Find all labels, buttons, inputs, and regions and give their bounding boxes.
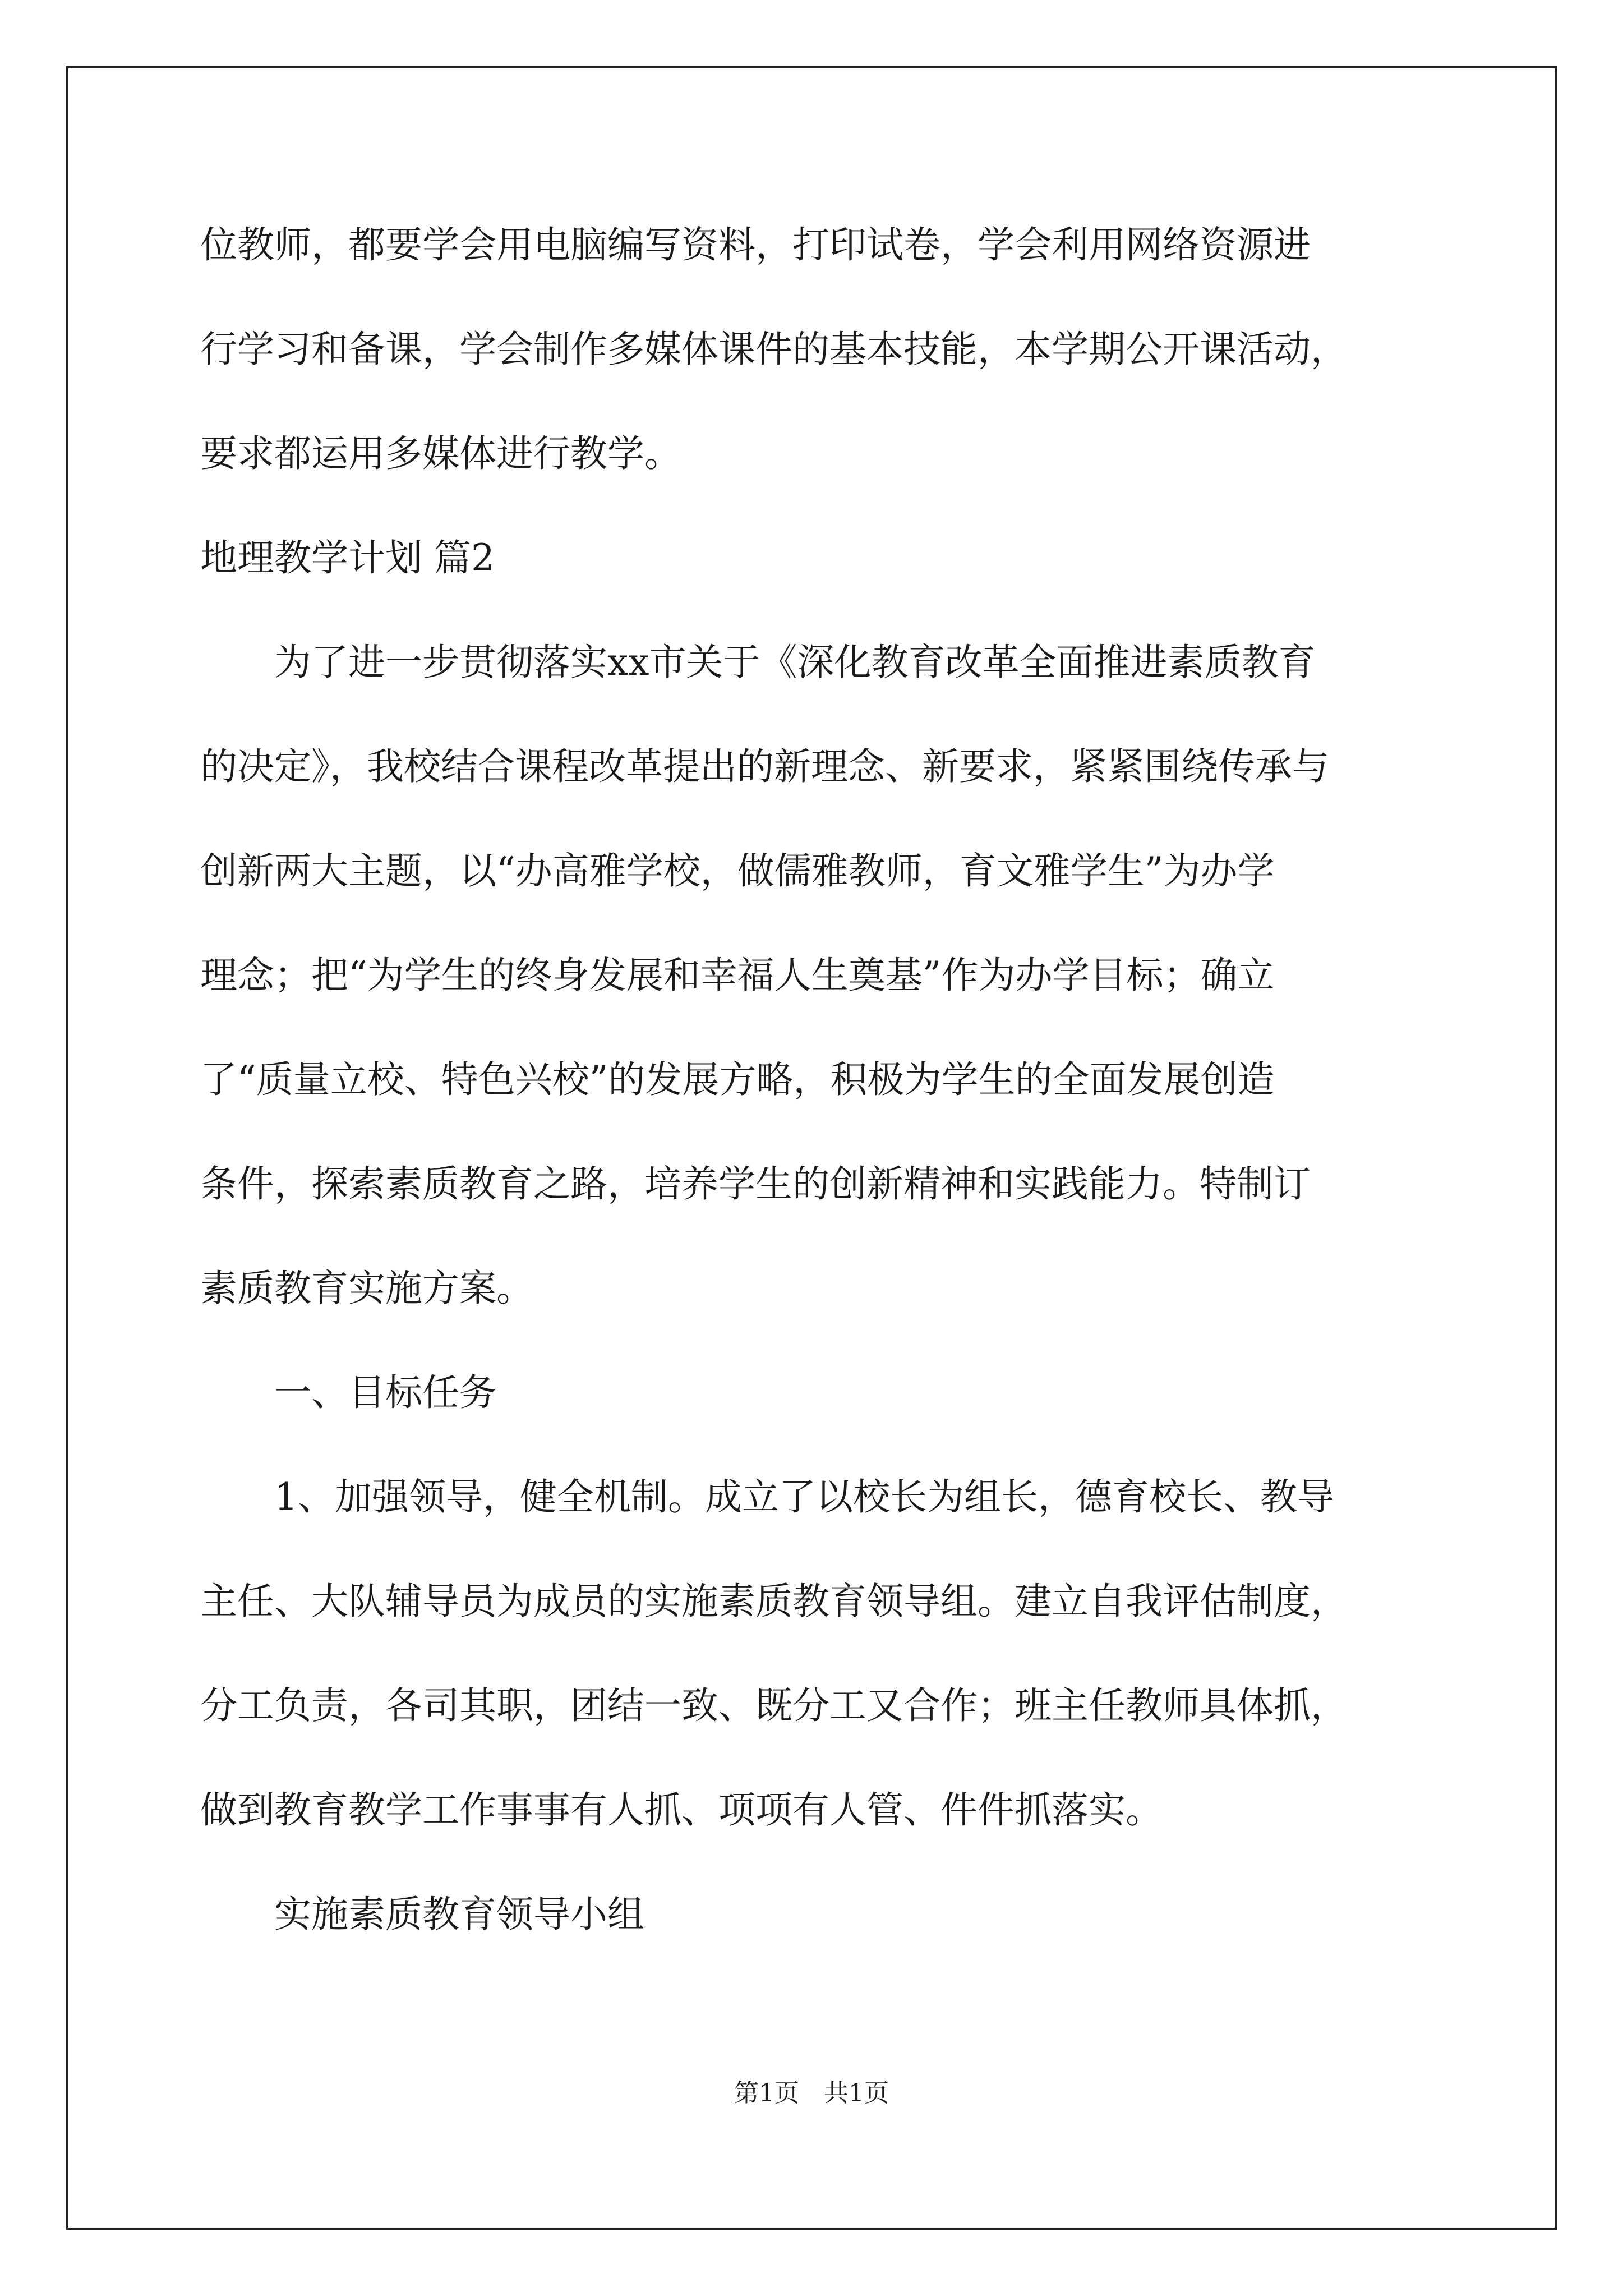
text-line: 行学习和备课，学会制作多媒体课件的基本技能，本学期公开课活动， xyxy=(200,328,1348,371)
text-line: 位教师，都要学会用电脑编写资料，打印试卷，学会利用网络资源进 xyxy=(200,223,1311,266)
text-line: 条件，探索素质教育之路，培养学生的创新精神和实践能力。特制订 xyxy=(200,1162,1311,1205)
subheading: 一、目标任务 xyxy=(274,1371,496,1414)
text-line: 做到教育教学工作事事有人抓、项项有人管、件件抓落实。 xyxy=(200,1788,1163,1832)
text-line: 分工负责，各司其职，团结一致、既分工又合作；班主任教师具体抓， xyxy=(200,1684,1348,1727)
text-line: 了“质量立校、特色兴校”的发展方略，积极为学生的全面发展创造 xyxy=(200,1058,1275,1101)
text-line: 素质教育实施方案。 xyxy=(200,1267,533,1310)
text-line: 创新两大主题，以“办高雅学校，做儒雅教师，育文雅学生”为办学 xyxy=(200,849,1275,892)
paragraph-first-line: 1、加强领导，健全机制。成立了以校长为组长，德育校长、教导 xyxy=(274,1475,1334,1519)
text-line: 的决定》，我校结合课程改革提出的新理念、新要求，紧紧围绕传承与 xyxy=(200,745,1329,788)
section-heading: 地理教学计划 篇2 xyxy=(200,536,495,579)
text-line: 要求都运用多媒体进行教学。 xyxy=(200,432,681,475)
text-line: 理念；把“为学生的终身发展和幸福人生奠基”作为办学目标；确立 xyxy=(200,954,1275,997)
paragraph-first-line: 为了进一步贯彻落实xx市关于《深化教育改革全面推进素质教育 xyxy=(274,641,1316,684)
text-line: 主任、大队辅导员为成员的实施素质教育领导组。建立自我评估制度， xyxy=(200,1580,1348,1623)
subheading: 实施素质教育领导小组 xyxy=(274,1893,644,1936)
page-indicator: 第1页 共1页 xyxy=(734,2079,889,2108)
